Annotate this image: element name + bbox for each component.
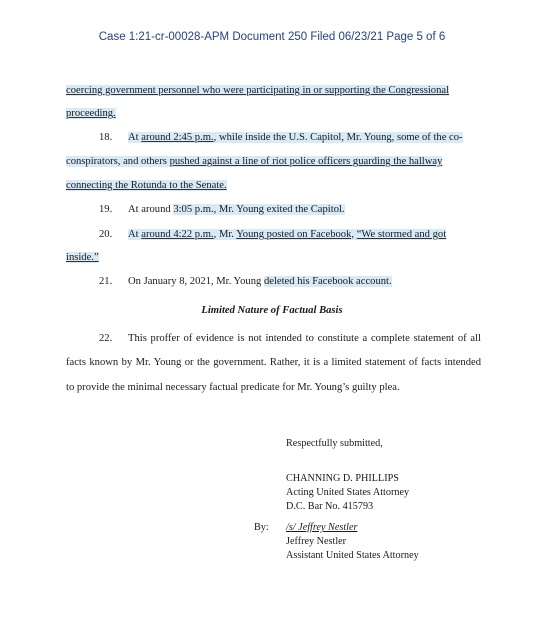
p19-a: At around	[128, 204, 174, 215]
signer-name: Jeffrey Nestler	[286, 536, 347, 547]
paragraph-18-line-3	[66, 179, 227, 193]
closing: Respectfully submitted,	[286, 438, 383, 449]
paragraph-22-line-2: facts known by Mr. Young or the government. Rather, it is a limited statement of facts intended	[66, 357, 481, 368]
p20-e: ,	[351, 229, 357, 240]
paragraph-20-line-2	[66, 251, 99, 265]
paragraph-18-line-2	[66, 155, 442, 169]
paragraph-20-line-1	[128, 228, 446, 242]
paragraph-22-line-3: to provide the minimal necessary factual predicate for Mr. Young’s guilty plea.	[66, 382, 400, 393]
section-heading: Limited Nature of Factual Basis	[201, 305, 343, 316]
p21-a: On January 8, 2021, Mr. Young	[128, 276, 264, 287]
p18-l1-b: around 2:45 p.m.	[141, 132, 214, 143]
p20-d: Young posted on Facebook	[236, 229, 352, 240]
p20-f: “We stormed and got	[356, 229, 447, 240]
case-header: Case 1:21-cr-00028-APM Document 250 Filed 06/23/21 Page 5 of 6	[98, 31, 446, 43]
p18-l1-a: At	[128, 132, 142, 143]
paragraph-21-text	[128, 275, 392, 289]
p20-c: , Mr.	[213, 229, 237, 240]
paragraph-19-text	[128, 203, 345, 217]
attorney-name: CHANNING D. PHILLIPS	[286, 473, 399, 484]
paragraph-18-line-1	[128, 131, 463, 145]
paragraph-20-number: 20.	[99, 229, 113, 240]
p17-line1-text: coercing government personnel who were participating in or supporting the Congressional	[66, 85, 450, 96]
p18-l3: connecting the Rotunda to the Senate.	[66, 180, 227, 191]
p20-a: At	[128, 229, 142, 240]
p18-l2-b: pushed against a line of riot police officers guarding the hallway	[169, 156, 443, 167]
electronic-signature: /s/ Jeffrey Nestler	[286, 522, 358, 533]
p20-g: inside.”	[66, 252, 99, 263]
p21-b: deleted his Facebook account.	[263, 276, 392, 287]
paragraph-17-line-1	[66, 84, 449, 98]
signer-title: Assistant United States Attorney	[286, 550, 419, 561]
paragraph-19-number: 19.	[99, 204, 113, 215]
paragraph-22-line-1: This proffer of evidence is not intended to constitute a complete statement of all	[128, 333, 481, 344]
bar-number: D.C. Bar No. 415793	[286, 501, 374, 512]
paragraph-17-line-2	[66, 107, 116, 121]
p17-line2-text: proceeding.	[66, 108, 116, 119]
p19-b: 3:05 p.m., Mr. Young exited the Capitol.	[173, 204, 345, 215]
paragraph-18-number: 18.	[99, 132, 113, 143]
paragraph-22-number: 22.	[99, 333, 113, 344]
paragraph-21-number: 21.	[99, 276, 113, 287]
p18-l2-a: conspirators, and others	[66, 156, 170, 167]
by-label: By:	[254, 522, 269, 533]
attorney-title: Acting United States Attorney	[286, 487, 410, 498]
p18-l1-c: , while inside the U.S. Capitol, Mr. Young, some of the co-	[213, 132, 463, 143]
p20-b: around 4:22 p.m.	[141, 229, 214, 240]
